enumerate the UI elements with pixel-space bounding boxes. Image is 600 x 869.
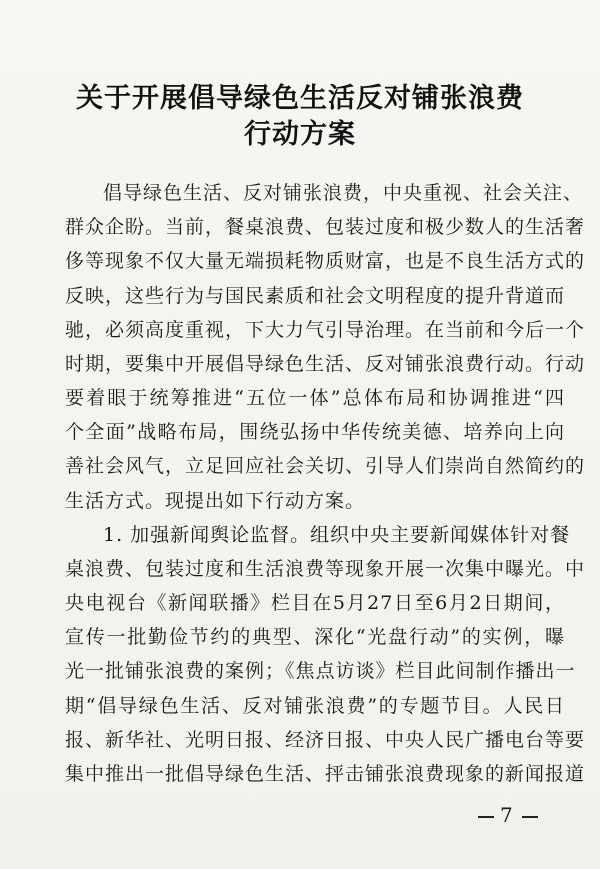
paragraph-1-line-9: 善社会风气，立足回应社会关切、引导人们崇尚自然简约的 [65, 455, 586, 477]
paragraph-2-line-6: 期“倡导绿色生活、反对铺张浪费”的专题节目。人民日 [65, 695, 565, 717]
paragraph-2-line-7: 报、新华社、光明日报、经济日报、中央人民广播电台等要 [65, 729, 586, 751]
paragraph-2-line-2: 桌浪费、包装过度和生活浪费等现象开展一次集中曝光。中 [65, 558, 586, 580]
paragraph-1-line-3: 侈等现象不仅大量无端损耗物质财富，也是不良生活方式的 [65, 250, 586, 272]
paragraph-1-line-6: 时期，要集中开展倡导绿色生活、反对铺张浪费行动。行动 [65, 353, 586, 375]
paragraph-1-line-8: 个全面”战略布局，围绕弘扬中华传统美德、培养向上向 [65, 421, 565, 443]
page-number-right-dash [522, 816, 538, 818]
paragraph-1-line-4: 反映，这些行为与国民素质和社会文明程度的提升背道而 [65, 285, 566, 307]
paragraph-2-line-1: 1. 加强新闻舆论监督。组织中央主要新闻媒体针对餐 [103, 524, 571, 546]
paragraph-1-line-2: 群众企盼。当前，餐桌浪费、包装过度和极少数人的生活奢 [65, 216, 586, 238]
paragraph-2-line-8: 集中推出一批倡导绿色生活、抨击铺张浪费现象的新闻报道 [65, 763, 586, 785]
paragraph-2-line-3: 央电视台《新闻联播》栏目在5月27日至6月2日期间， [65, 592, 565, 614]
paragraph-1-line-7: 要着眼于统筹推进“五位一体”总体布局和协调推进“四 [65, 387, 565, 409]
page-number-value: 7 [500, 803, 516, 827]
paragraph-2-line-4: 宣传一批勤俭节约的典型、深化“光盘行动”的实例，曝 [65, 626, 565, 648]
document-title-line-2: 行动方案 [244, 119, 356, 150]
document-title-line-1: 关于开展倡导绿色生活反对铺张浪费 [76, 83, 524, 114]
paragraph-1-line-1: 倡导绿色生活、反对铺张浪费，中央重视、社会关注、 [103, 182, 584, 204]
paragraph-1-line-5: 驰，必须高度重视，下大力气引导治理。在当前和今后一个 [65, 319, 586, 341]
page-number [472, 800, 544, 830]
paragraph-2-line-5: 光一批铺张浪费的案例；《焦点访谈》栏目此间制作播出一 [65, 660, 576, 682]
page-number-left-dash [478, 816, 494, 818]
paragraph-1-line-10: 生活方式。现提出如下行动方案。 [65, 490, 366, 512]
